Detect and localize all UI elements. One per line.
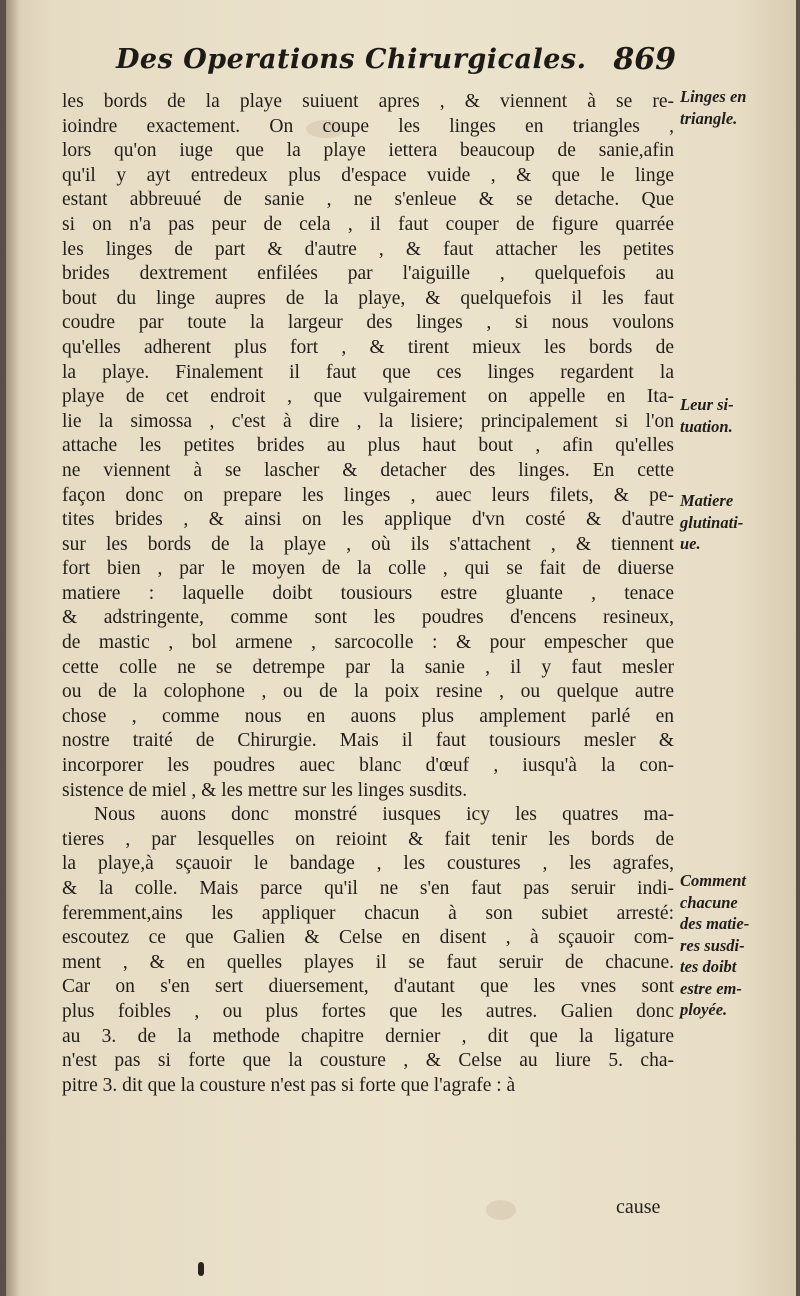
margin-note-line: glutinati- <box>680 512 744 532</box>
page-header <box>116 44 676 88</box>
text-line: attache les petites brides au plus haut bout , afin qu'elles <box>62 435 674 457</box>
margin-notes <box>676 0 796 1296</box>
text-line: & la colle. Mais parce qu'il ne s'en faut pas seruir indi- <box>62 878 674 899</box>
margin-note-line: chacune <box>680 892 738 912</box>
margin-note <box>680 490 794 555</box>
text-line: & adstringente, comme sont les poudres d'encens resineux, <box>62 607 674 629</box>
margin-note-line: res susdi- <box>680 935 745 955</box>
margin-note-line: ployée. <box>680 1000 728 1019</box>
text-line: playe de cet endroit , que vulgairement on appelle en Ita- <box>62 386 674 408</box>
text-line: cette colle ne se detrempe par la sanie , il y faut mesler <box>62 656 674 678</box>
margin-note-line: Comment <box>680 871 747 890</box>
margin-note-line: tes doibt <box>680 957 737 976</box>
text-line: façon donc on prepare les linges , auec leurs filets, & pe- <box>62 484 674 506</box>
text-line: sistence de miel , & les mettre sur les linges susdits. <box>62 779 468 801</box>
margin-note <box>680 394 794 437</box>
margin-note <box>680 86 794 129</box>
binding-mark <box>198 1262 204 1276</box>
text-line: qu'il y ayt entredeux plus d'espace vuide , & que le linge <box>62 164 674 186</box>
text-line: coudre par toute la largeur des linges , si nous voulons <box>62 312 674 334</box>
gutter-shadow <box>6 0 20 1296</box>
text-line: au 3. de la methode chapitre dernier , dit que la ligature <box>62 1025 674 1047</box>
margin-note-line: des matie- <box>680 914 750 933</box>
text-line: ou de la colophone , ou de la poix resine , ou quelque autre <box>62 681 674 703</box>
text-line: n'est pas si forte que la cousture , & Celse au liure 5. cha- <box>62 1050 674 1072</box>
text-line: pitre 3. dit que la cousture n'est pas si forte que l'agrafe : à <box>62 1074 516 1096</box>
margin-note-line: Linges en <box>680 87 747 106</box>
catchword: cause <box>616 1196 661 1218</box>
text-line: sur les bords de la playe , où ils s'attachent , & tiennent <box>62 533 674 555</box>
margin-note-line: tuation. <box>680 416 733 436</box>
text-line: matiere : laquelle doibt tousiours estre gluante , tenace <box>62 582 674 604</box>
text-line: ioindre exactement. On coupe les linges en triangles , <box>62 115 674 137</box>
page-number: 869 <box>613 42 676 77</box>
margin-note-line: estre em- <box>680 978 742 998</box>
body-text <box>62 90 674 1098</box>
text-line: tieres , par lesquelles on reioint & fait tenir les bords de <box>62 828 674 850</box>
text-line: plus foibles , ou plus fortes que les autres. Galien donc <box>62 1000 674 1022</box>
text-line: les linges de part & d'autre , & faut attacher les petites <box>62 238 674 260</box>
text-line: tites brides , & ainsi on les applique d'vn costé & d'autre <box>62 509 674 531</box>
text-line: Nous auons donc monstré iusques icy les quatres ma- <box>94 804 674 826</box>
text-line: estant abbreuué de sanie , ne s'enleue & se detache. Que <box>62 189 674 211</box>
running-title: Des Operations Chirurgicales. <box>116 44 587 75</box>
margin-note-line: triangle. <box>680 108 738 128</box>
text-line: incorporer les poudres auec blanc d'œuf , iusqu'à la con- <box>62 755 674 777</box>
text-line: les bords de la playe suiuent apres , & viennent à se re- <box>62 91 674 112</box>
text-line: feremment,ains les appliquer chacun à son subiet arresté: <box>62 902 674 924</box>
text-line: ne viennent à se lascher & detacher des linges. En cette <box>62 459 674 481</box>
text-line: brides dextrement enfilées par l'aiguille , quelquefois au <box>62 263 674 285</box>
text-line: escoutez ce que Galien & Celse en disent , à sçauoir com- <box>62 927 674 949</box>
text-line: ment , & en quelles playes il se faut seruir de chacune. <box>62 951 674 973</box>
text-line: bout du linge aupres de la playe, & quelquefois il les faut <box>62 287 674 309</box>
margin-note-line: ue. <box>680 534 701 553</box>
text-line: la playe,à sçauoir le bandage , les coustures , les agrafes, <box>62 853 674 875</box>
margin-note-line: Matiere <box>680 491 734 510</box>
text-line: lie la simossa , c'est à dire , la lisiere; principalement si l'on <box>62 410 674 432</box>
text-line: nostre traité de Chirurgie. Mais il faut tousiours mesler & <box>62 730 674 752</box>
text-line: si on n'a pas peur de cela , il faut couper de figure quarrée <box>62 213 674 235</box>
text-line: qu'elles adherent plus fort , & tirent mieux les bords de <box>62 336 674 358</box>
margin-note-line: Leur si- <box>680 395 734 414</box>
paper-stain <box>486 1200 516 1220</box>
text-line: Car on s'en sert diuersement, d'autant que les vnes sont <box>62 976 674 998</box>
text-line: la playe. Finalement il faut que ces linges regardent la <box>62 361 674 383</box>
margin-note <box>680 870 794 1021</box>
book-page <box>6 0 796 1296</box>
text-line: fort bien , par le moyen de la colle , qui se fait de diuerse <box>62 558 674 580</box>
text-line: de mastic , bol armene , sarcocolle : & pour empescher que <box>62 632 674 654</box>
text-line: lors qu'on iuge que la playe iettera beaucoup de sanie,afin <box>62 140 674 162</box>
text-line: chose , comme nous en auons plus amplement parlé en <box>62 705 674 727</box>
